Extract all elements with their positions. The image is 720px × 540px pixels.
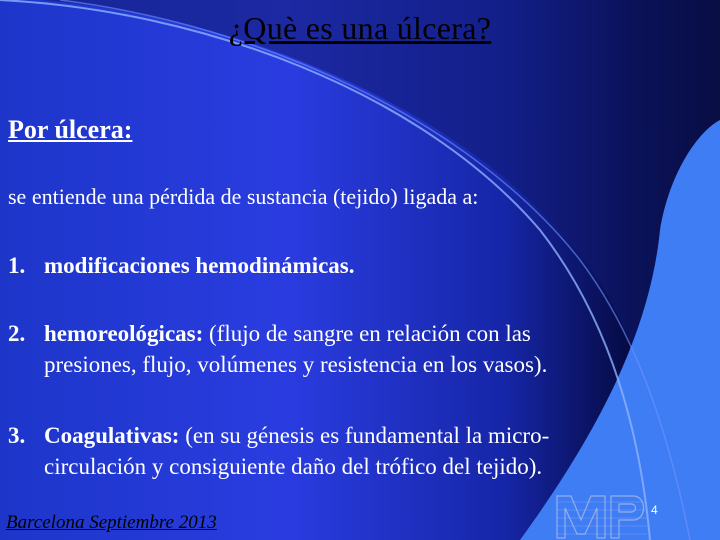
mp-logo bbox=[553, 490, 651, 540]
slide-title: ¿Què es una úlcera? bbox=[228, 10, 492, 46]
section-heading: Por úlcera: bbox=[8, 115, 133, 144]
list-item-number: 2. bbox=[8, 321, 26, 346]
list-item-term: modificaciones hemodinámicas. bbox=[44, 253, 355, 278]
page-number: 4 bbox=[651, 503, 658, 517]
list-item-text: (en su génesis es fundamental la micro- bbox=[179, 423, 550, 448]
list-item-continuation: circulación y consiguiente daño del trófico del tejido). bbox=[44, 454, 543, 479]
list-item-term: hemoreológicas: bbox=[44, 321, 204, 346]
list-item bbox=[8, 318, 668, 380]
list-item-text: (flujo de sangre en relación con las bbox=[203, 321, 531, 346]
list-item-term: Coagulativas: bbox=[44, 423, 180, 448]
list-item-number: 3. bbox=[8, 423, 26, 448]
footer-text: Barcelona Septiembre 2013 bbox=[6, 512, 217, 533]
list-item-continuation: presiones, flujo, volúmenes y resistencia en los vasos). bbox=[44, 352, 548, 377]
intro-text: se entiende una pérdida de sustancia (tejido) ligada a: bbox=[8, 184, 479, 209]
list-item-number: 1. bbox=[8, 253, 26, 278]
list-item bbox=[8, 250, 668, 281]
list-item bbox=[8, 420, 668, 482]
